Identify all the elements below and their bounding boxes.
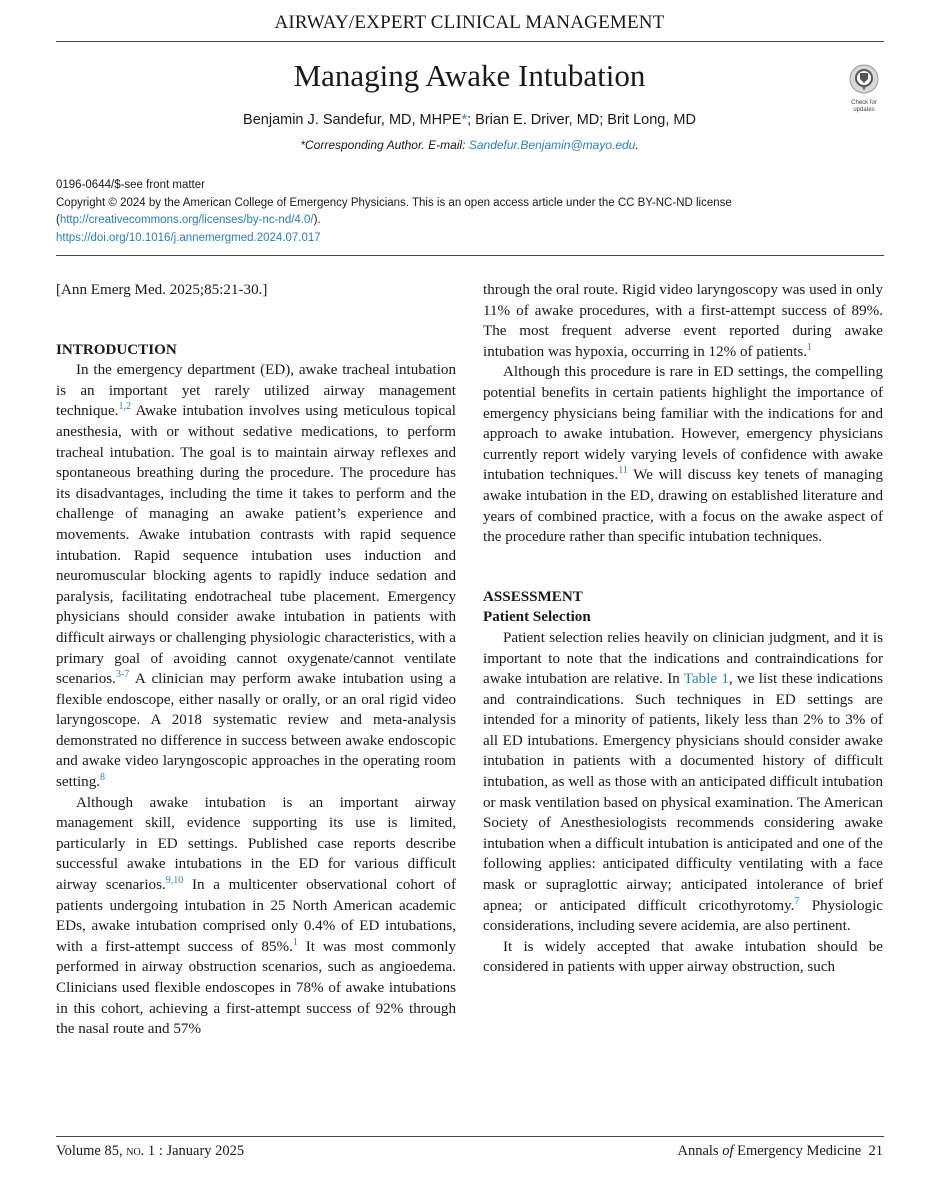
- right-column: [483, 280, 883, 978]
- footer-divider: [56, 1136, 884, 1137]
- text-span: A clinician may perform awake intubation using a flexible endoscope, either nasally or orally, or an oral rigid video laryngoscope. A 2018 systematic review and meta-analysis demonstrated no difference in success between awake endoscopic and awake video laryngoscopic approaches in the operating room setting.: [56, 671, 456, 791]
- introduction-heading: INTRODUCTION: [56, 341, 177, 358]
- section-header: AIRWAY/EXPERT CLINICAL MANAGEMENT: [274, 12, 665, 33]
- text-span: Awake intubation involves using meticulous topical anesthesia, with or without sedative medications, to perform tracheal intubation. The goal is to maintain airway reflexes and spontaneous breathing during the procedure. The procedure has its disadvantages, including the time it takes to perform and the challenge of managing an awake patient’s experience and movements. Awake intubation contrasts with rapid sequence intubation. Rapid sequence intubation uses induction and neuromuscular blocking agents to rapidly induce sedation and paralysis, facilitating endotracheal tube placement. Emergency physicians should consider awake intubation in patients with difficult airways or challenging physiologic characteristics, with a primary goal of avoiding cannot oxygenate/cannot ventilate scenarios.: [56, 403, 456, 688]
- text-span: Although this procedure is rare in ED settings, the compelling potential benefits in certain patients highlight the importance of emergency physicians being familiar with the indications for and approach to awake intubation. However, emergency physicians currently report widely varying levels of confidence with awake intubation techniques.: [483, 364, 883, 484]
- text-span: , we list these indications and contraindications. Such techniques in ED settings are intended for a minority of patients, likely less than 2% to 3% of all ED intubations. Emergency physicians should consider awake intubation in patients with a documented history of difficult intubation, as well as those with an anticipated difficult intubation or mask ventilation based on physical examination. The American Society of Anesthesiologists recommends considering awake intubation when a difficult intubation is anticipated and one of the following applies: anticipated difficulty ventilating with a face mask or supraglottic airway; anticipated intolerance of brief apnea; or anticipated difficult cricothyrotomy.: [483, 671, 884, 914]
- corresponding-suffix: .: [635, 138, 639, 152]
- corresponding-prefix: *Corresponding Author. E-mail:: [300, 138, 469, 152]
- corresponding-author-link[interactable]: *: [461, 112, 468, 128]
- patient-selection-heading: Patient Selection: [483, 609, 591, 626]
- crossmark-badge[interactable]: [843, 64, 885, 114]
- journal-name-a: Annals: [677, 1143, 723, 1159]
- header-divider: [56, 41, 884, 42]
- reference-link[interactable]: 1: [292, 936, 298, 948]
- reference-link[interactable]: 9,10: [165, 875, 184, 886]
- footer-issue: no. 1: [126, 1143, 156, 1159]
- journal-name-of: of: [722, 1143, 734, 1159]
- email-link[interactable]: Sandefur.Benjamin@mayo.edu: [468, 138, 636, 152]
- front-matter-divider: [56, 255, 884, 256]
- front-matter: [56, 177, 846, 247]
- copyright-text: Copyright © 2024 by the American College of Emergency Physicians. This is an open access article under the CC BY-NC-ND license (: [56, 196, 732, 226]
- journal-name-b: Emergency Medicine: [733, 1143, 862, 1159]
- doi-link[interactable]: https://doi.org/10.1016/j.annemergmed.2024.07.017: [56, 231, 321, 244]
- table-1-link[interactable]: Table 1: [683, 671, 729, 688]
- paragraph: [483, 362, 883, 547]
- reference-link[interactable]: 7: [794, 895, 800, 907]
- footer-volume-text: Volume 85,: [56, 1143, 123, 1159]
- text-span: Patient selection relies heavily on clinician judgment, and it is important to note that the indications and contraindications for awake intubation are relative. In: [483, 629, 883, 688]
- citation: [Ann Emerg Med. 2025;85:21-30.]: [56, 282, 268, 298]
- footer-journal: [677, 1143, 883, 1160]
- paragraph: [56, 793, 456, 1040]
- reference-link[interactable]: 1: [807, 341, 813, 353]
- left-column: [56, 280, 456, 1040]
- author-first: Benjamin J. Sandefur, MD, MHPE: [243, 112, 462, 128]
- crossmark-label: Check for updates: [851, 100, 877, 113]
- reference-link[interactable]: 1,2: [118, 401, 131, 413]
- text-span: through the oral route. Rigid video laryngoscopy was used in only 11% of awake procedures, with a first-attempt success of 89%. The most frequent adverse event reported during awake intubation was hypoxia, occurring in 12% of patients.: [483, 282, 883, 360]
- paragraph: [483, 280, 883, 362]
- corresponding-author-note: [0, 138, 939, 152]
- reference-link[interactable]: 8: [100, 772, 106, 784]
- article-title: Managing Awake Intubation: [293, 58, 646, 93]
- copyright-line: [56, 195, 846, 230]
- author-list: [0, 112, 939, 128]
- footer-date: January 2025: [166, 1143, 245, 1159]
- footer-volume: [56, 1143, 244, 1160]
- paragraph: [483, 628, 883, 937]
- crossmark-icon: [849, 64, 879, 94]
- text-span: It was most commonly performed in airway obstruction scenarios, such as angioedema. Clinicians used flexible endoscopes in 78% of awake intubations in this cohort, achieving a first-attempt success of 92% through the nasal route and 57%: [56, 938, 456, 1038]
- issn-line: 0196-0644/$-see front matter: [56, 179, 205, 191]
- copyright-end: ).: [313, 214, 321, 226]
- paragraph: [56, 360, 456, 792]
- reference-link[interactable]: 11: [618, 465, 628, 477]
- text-span: Although awake intubation is an important airway management skill, evidence supporting its use is limited, particularly in ED settings. Published case reports describe successful awake intubations in the ED for various difficult airway scenarios.: [56, 794, 456, 894]
- paragraph: It is widely accepted that awake intubation should be considered in patients with upper airway obstruction, such: [483, 938, 883, 976]
- license-link[interactable]: http://creativecommons.org/licenses/by-nc-nd/4.0/: [59, 214, 314, 226]
- text-span: Physiologic considerations, including severe acidemia, are also pertinent.: [483, 897, 883, 935]
- text-span: In a multicenter observational cohort of patients undergoing intubation in 25 North American academic EDs, awake intubation comprised only 0.4% of ED intubations, with a first-attempt success of 85%.: [56, 877, 456, 955]
- assessment-heading: ASSESSMENT: [483, 588, 583, 605]
- text-span: In the emergency department (ED), awake tracheal intubation is an important yet rarely utilized airway management technique.: [56, 362, 456, 420]
- page-number: 21: [868, 1143, 883, 1159]
- author-rest: ; Brian E. Driver, MD; Brit Long, MD: [467, 112, 696, 128]
- text-span: We will discuss key tenets of managing awake intubation in the ED, drawing on established literature and years of combined practice, with a focus on the awake aspect of the procedure rather than specific intubation techniques.: [483, 467, 883, 546]
- reference-link[interactable]: 3-7: [115, 669, 130, 681]
- footer-separator: :: [155, 1143, 167, 1159]
